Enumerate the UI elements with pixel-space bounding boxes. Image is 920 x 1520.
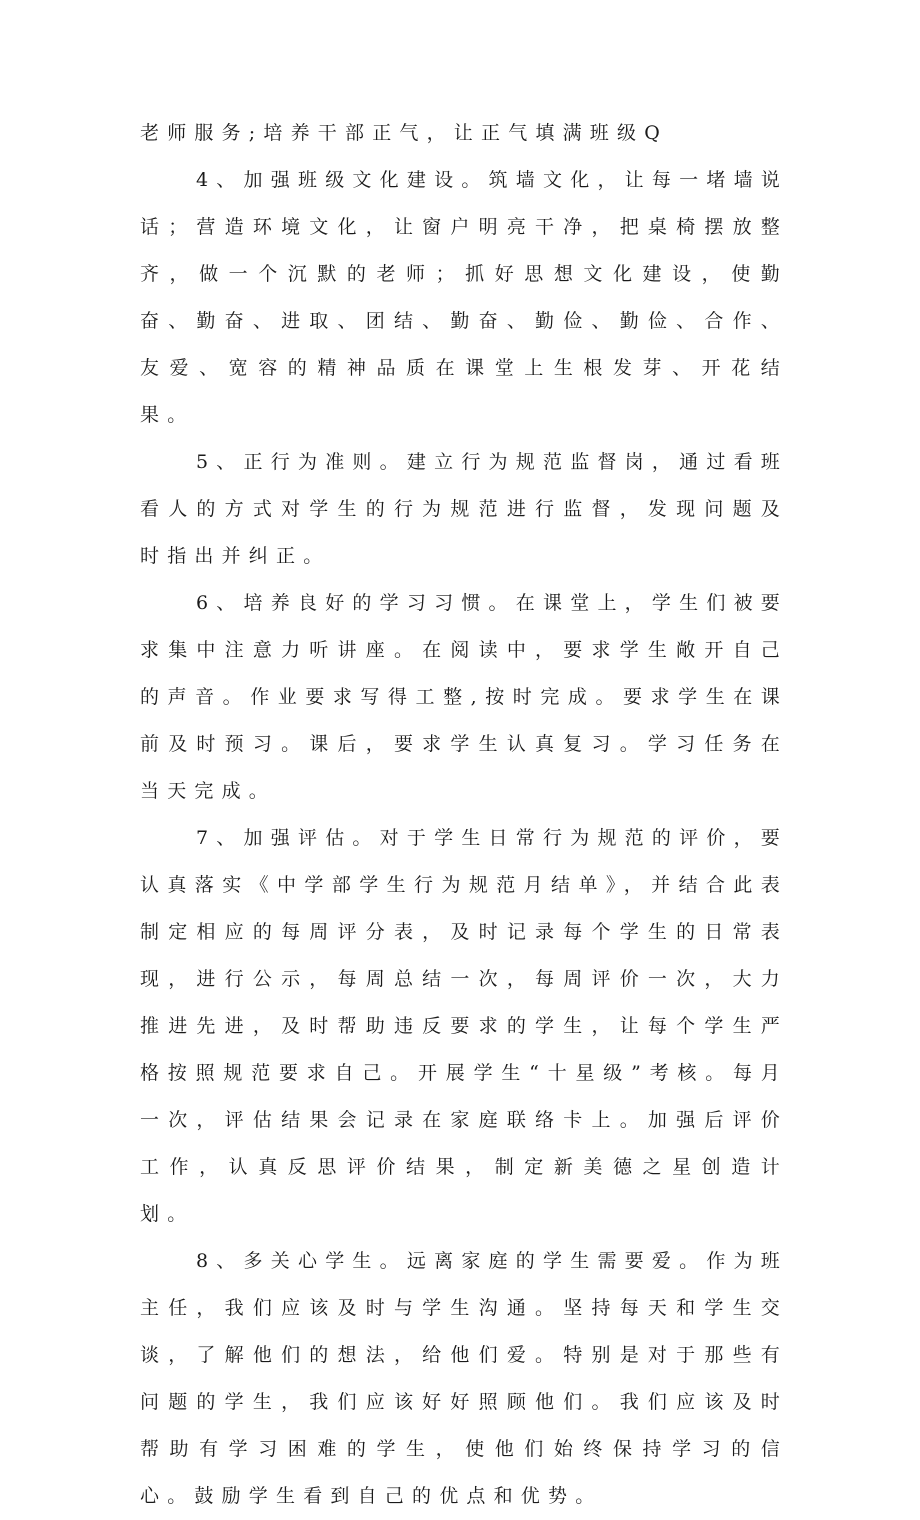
paragraph-6-study-habits: 6、培养良好的学习习惯。在课堂上，学生们被要求集中注意力听讲座。在阅读中，要求学生敞开自己的声音。作业要求写得工整,按时完成。要求学生在课前及时预习。课后，要求学生认真复习。学习任务在当天完成。 [140, 592, 788, 802]
paragraph-4-class-culture: 4、加强班级文化建设。筑墙文化，让每一堵墙说话；营造环境文化，让窗户明亮干净，把桌椅摆放整齐，做一个沉默的老师；抓好思想文化建设，使勤奋、勤奋、进取、团结、勤奋、勤俭、勤俭、合作、友爱、宽容的精神品质在课堂上生根发芽、开花结果。 [140, 169, 788, 426]
paragraph-3-continuation: 老师服务;培养干部正气，让正气填满班级Q [140, 122, 668, 144]
paragraph-7-evaluation: 7、加强评估。对于学生日常行为规范的评价，要认真落实《中学部学生行为规范月结单》，并结合此表制定相应的每周评分表，及时记录每个学生的日常表现，进行公示，每周总结一次，每周评价一次，大力推进先进，及时帮助违反要求的学生，让每个学生严格按照规范要求自己。开展学生“十星级”考核。每月一次，评估结果会记录在家庭联络卡上。加强后评价工作，认真反思评价结果，制定新美德之星创造计划。 [140, 827, 788, 1225]
document-page [140, 110, 788, 1520]
paragraph-5-behavior-rules: 5、正行为准则。建立行为规范监督岗，通过看班看人的方式对学生的行为规范进行监督，发现问题及时指出并纠正。 [140, 451, 788, 567]
paragraph-8-care-students: 8、多关心学生。远离家庭的学生需要爱。作为班主任，我们应该及时与学生沟通。坚持每天和学生交谈，了解他们的想法，给他们爱。特别是对于那些有问题的学生，我们应该好好照顾他们。我们应该及时帮助有学习困难的学生，使他们始终保持学习的信心。鼓励学生看到自己的优点和优势。 [140, 1250, 788, 1507]
